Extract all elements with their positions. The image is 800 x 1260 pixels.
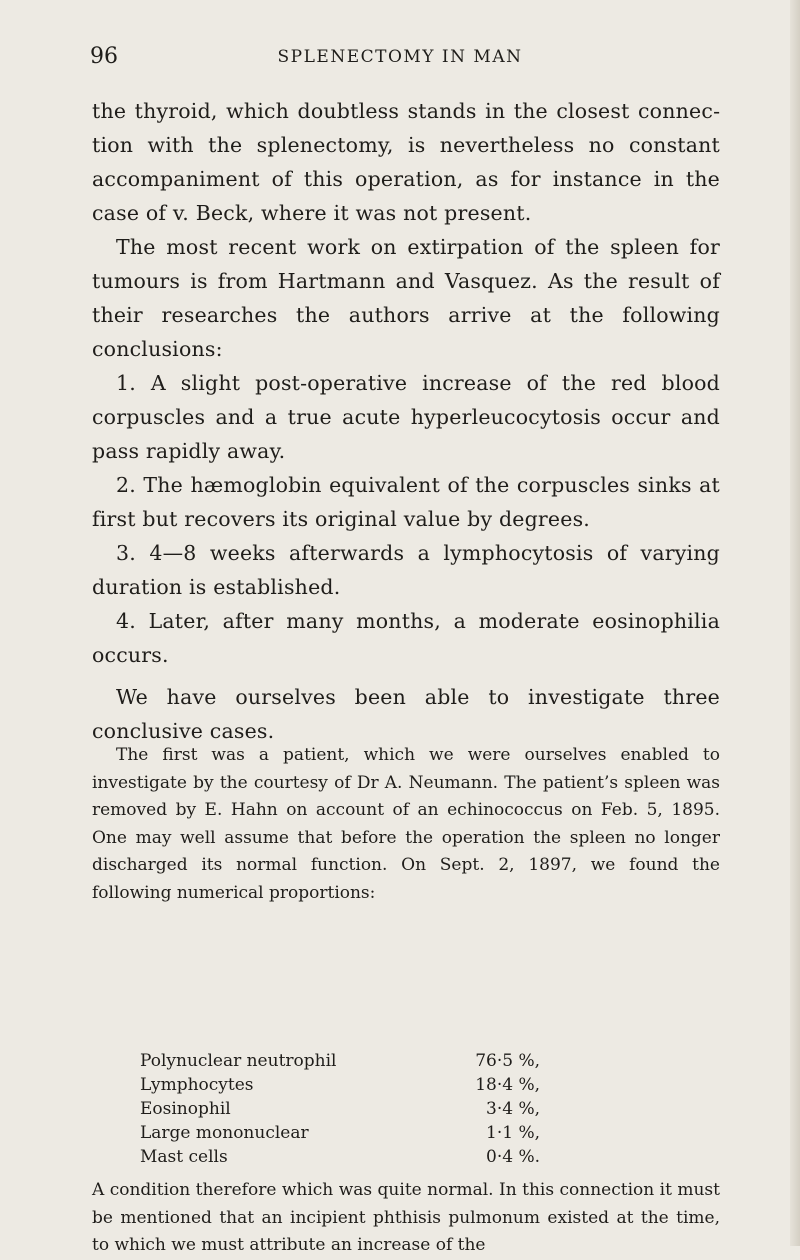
paragraph-first-case: The first was a patient, which we were ourselves enabled to investigate by the courtesy of Dr A. Neumann. The patient’s spleen was removed by E. Hahn on account of an echinococcus on Feb. 5, 1895. One may well assume that before the operation the spleen no longer discharged its normal function. On Sept. 2, 1897, we found the following numerical proportions: bbox=[92, 745, 720, 903]
paragraph-hartmann-vasquez: The most recent work on extirpation of the spleen for tumours is from Hartmann and Vasquez. As the result of their researches the authors arrive at the following conclusions: bbox=[92, 235, 720, 361]
conclusion-item-4: 4. Later, after many months, a moderate eosinophilia occurs. bbox=[92, 609, 720, 667]
page-edge bbox=[790, 0, 800, 1246]
table-row bbox=[140, 1073, 540, 1097]
case-text bbox=[92, 742, 720, 907]
paragraph-closing: A condition therefore which was quite normal. In this connection it must be mentioned that an incipient phthisis pulmonum existed at the time, to which we must attribute an increase of the bbox=[92, 1180, 720, 1255]
cell-value: 1·1 %, bbox=[486, 1123, 540, 1143]
proportions-table bbox=[140, 1049, 540, 1169]
table-row bbox=[140, 1121, 540, 1145]
cell-value: 3·4 %, bbox=[486, 1099, 540, 1119]
table-row bbox=[140, 1049, 540, 1073]
cell-label: Large mononuclear bbox=[140, 1123, 309, 1143]
conclusion-item-1: 1. A slight post-operative increase of the red blood corpuscles and a true acute hyperleucocytosis occur and pass rapidly away. bbox=[92, 371, 720, 463]
page-header bbox=[90, 44, 710, 74]
cell-label: Polynuclear neutrophil bbox=[140, 1051, 337, 1071]
paragraph-continuation: the thyroid, which doubtless stands in the closest connection with the splenectomy, is nevertheless no constant accompaniment of this operation, as for instance in the case of v. Beck, where it was not present. bbox=[92, 99, 720, 225]
table-row bbox=[140, 1145, 540, 1169]
main-text bbox=[92, 94, 720, 748]
page-number: 96 bbox=[90, 44, 118, 69]
cell-value: 76·5 %, bbox=[475, 1051, 540, 1071]
running-head: SPLENECTOMY IN MAN bbox=[277, 47, 523, 67]
conclusion-item-2: 2. The hæmoglobin equivalent of the corpuscles sinks at first but recovers its original value by degrees. bbox=[92, 473, 720, 531]
paragraph-own-cases: We have ourselves been able to investigate three conclusive cases. bbox=[92, 685, 720, 743]
table-row bbox=[140, 1097, 540, 1121]
conclusion-item-3: 3. 4—8 weeks afterwards a lymphocytosis of varying duration is established. bbox=[92, 541, 720, 599]
cell-label: Lymphocytes bbox=[140, 1075, 254, 1095]
closing-text bbox=[92, 1177, 720, 1260]
cell-label: Mast cells bbox=[140, 1147, 228, 1167]
cell-value: 0·4 %. bbox=[486, 1147, 540, 1167]
cell-value: 18·4 %, bbox=[475, 1075, 540, 1095]
cell-label: Eosinophil bbox=[140, 1099, 231, 1119]
